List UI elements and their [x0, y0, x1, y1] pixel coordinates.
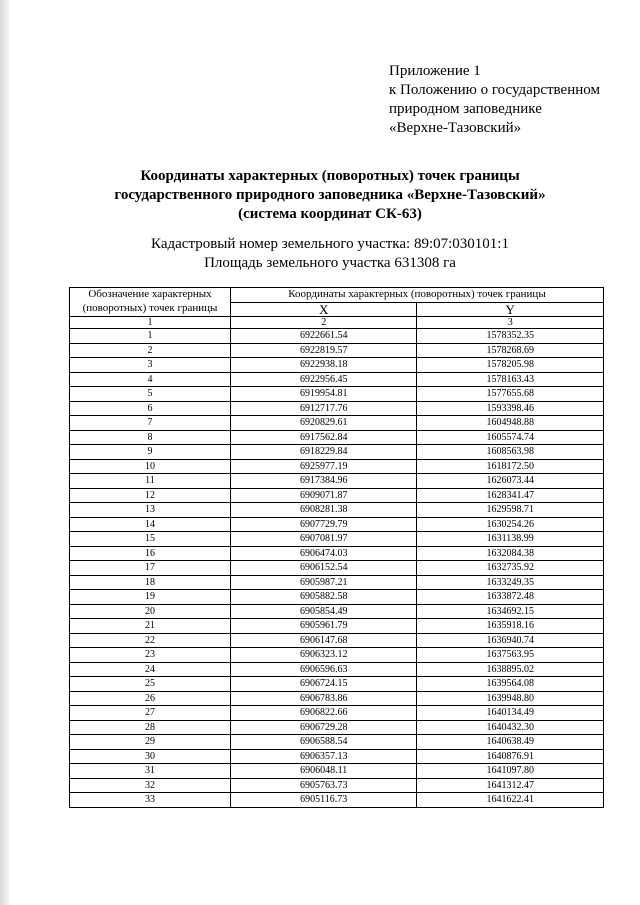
- y-coordinate-cell: 1577655.68: [417, 387, 604, 402]
- table-row: [70, 778, 604, 793]
- table-row: [70, 735, 604, 750]
- x-coordinate-cell: 6906048.11: [231, 764, 417, 779]
- column-number: 2: [231, 317, 417, 329]
- table-row: [70, 358, 604, 373]
- y-coordinate-cell: 1632735.92: [417, 561, 604, 576]
- x-coordinate-cell: 6906147.68: [231, 633, 417, 648]
- y-coordinate-cell: 1578352.35: [417, 329, 604, 344]
- table-row: [70, 546, 604, 561]
- y-coordinate-cell: 1634692.15: [417, 604, 604, 619]
- y-coordinate-cell: 1641097.80: [417, 764, 604, 779]
- table-row: [70, 503, 604, 518]
- table-row: [70, 764, 604, 779]
- x-coordinate-cell: 6919954.81: [231, 387, 417, 402]
- point-number-cell: 22: [70, 633, 231, 648]
- y-coordinate-cell: 1640432.30: [417, 720, 604, 735]
- y-coordinate-cell: 1629598.71: [417, 503, 604, 518]
- cadastral-number: Кадастровый номер земельного участка: 89:07:030101:1: [151, 236, 509, 252]
- point-number-cell: 17: [70, 561, 231, 576]
- header-coordinates: Координаты характерных (поворотных) точек границы: [231, 288, 604, 303]
- column-number: 3: [417, 317, 604, 329]
- y-coordinate-cell: 1640134.49: [417, 706, 604, 721]
- point-number-cell: 12: [70, 488, 231, 503]
- title-line: государственного природного заповедника «Верхне-Тазовский»: [114, 187, 546, 203]
- scan-page-edge: [0, 0, 9, 905]
- x-coordinate-cell: 6907081.97: [231, 532, 417, 547]
- point-number-cell: 11: [70, 474, 231, 489]
- table-row: [70, 329, 604, 344]
- y-coordinate-cell: 1578205.98: [417, 358, 604, 373]
- table-row: [70, 793, 604, 808]
- y-coordinate-cell: 1631138.99: [417, 532, 604, 547]
- table-row: [70, 474, 604, 489]
- x-coordinate-cell: 6905763.73: [231, 778, 417, 793]
- table-row: [70, 401, 604, 416]
- x-coordinate-cell: 6912717.76: [231, 401, 417, 416]
- table-row: [70, 387, 604, 402]
- y-coordinate-cell: 1608563.98: [417, 445, 604, 460]
- table-row: [70, 590, 604, 605]
- x-coordinate-cell: 6906152.54: [231, 561, 417, 576]
- point-number-cell: 5: [70, 387, 231, 402]
- x-coordinate-cell: 6906724.15: [231, 677, 417, 692]
- x-coordinate-cell: 6906474.03: [231, 546, 417, 561]
- x-coordinate-cell: 6917562.84: [231, 430, 417, 445]
- appendix-line: «Верхне-Тазовский»: [389, 120, 522, 136]
- point-number-cell: 18: [70, 575, 231, 590]
- x-coordinate-cell: 6917384.96: [231, 474, 417, 489]
- point-number-cell: 30: [70, 749, 231, 764]
- header-y: Y: [417, 302, 604, 317]
- y-coordinate-cell: 1628341.47: [417, 488, 604, 503]
- appendix-line: Приложение 1: [389, 63, 481, 79]
- y-coordinate-cell: 1578268.69: [417, 343, 604, 358]
- table-row: [70, 677, 604, 692]
- x-coordinate-cell: 6922661.54: [231, 329, 417, 344]
- y-coordinate-cell: 1637563.95: [417, 648, 604, 663]
- table-row: [70, 459, 604, 474]
- parcel-info: [60, 235, 600, 273]
- y-coordinate-cell: 1633249.35: [417, 575, 604, 590]
- title-line: (система координат СК-63): [238, 206, 422, 222]
- y-coordinate-cell: 1593398.46: [417, 401, 604, 416]
- table-row: [70, 343, 604, 358]
- x-coordinate-cell: 6905961.79: [231, 619, 417, 634]
- table-row: [70, 416, 604, 431]
- point-number-cell: 21: [70, 619, 231, 634]
- y-coordinate-cell: 1630254.26: [417, 517, 604, 532]
- point-number-cell: 29: [70, 735, 231, 750]
- coordinates-rows: [70, 329, 604, 808]
- column-number: 1: [70, 317, 231, 329]
- point-number-cell: 10: [70, 459, 231, 474]
- y-coordinate-cell: 1641622.41: [417, 793, 604, 808]
- point-number-cell: 13: [70, 503, 231, 518]
- point-number-cell: 20: [70, 604, 231, 619]
- x-coordinate-cell: 6918229.84: [231, 445, 417, 460]
- table-row: [70, 575, 604, 590]
- header-x: X: [231, 302, 417, 317]
- table-row: [70, 662, 604, 677]
- point-number-cell: 28: [70, 720, 231, 735]
- table-row: [70, 532, 604, 547]
- table-row: [70, 619, 604, 634]
- table-row: [70, 706, 604, 721]
- x-coordinate-cell: 6908281.38: [231, 503, 417, 518]
- x-coordinate-cell: 6922938.18: [231, 358, 417, 373]
- y-coordinate-cell: 1638895.02: [417, 662, 604, 677]
- point-number-cell: 16: [70, 546, 231, 561]
- x-coordinate-cell: 6922956.45: [231, 372, 417, 387]
- x-coordinate-cell: 6906729.28: [231, 720, 417, 735]
- point-number-cell: 7: [70, 416, 231, 431]
- table-row: [70, 633, 604, 648]
- x-coordinate-cell: 6906588.54: [231, 735, 417, 750]
- point-number-cell: 33: [70, 793, 231, 808]
- point-number-cell: 6: [70, 401, 231, 416]
- point-number-cell: 2: [70, 343, 231, 358]
- point-number-cell: 23: [70, 648, 231, 663]
- y-coordinate-cell: 1641312.47: [417, 778, 604, 793]
- y-coordinate-cell: 1640876.91: [417, 749, 604, 764]
- x-coordinate-cell: 6905116.73: [231, 793, 417, 808]
- table-row: [70, 372, 604, 387]
- y-coordinate-cell: 1618172.50: [417, 459, 604, 474]
- point-number-cell: 3: [70, 358, 231, 373]
- x-coordinate-cell: 6907729.79: [231, 517, 417, 532]
- point-number-cell: 24: [70, 662, 231, 677]
- coordinates-table: [69, 287, 604, 808]
- point-number-cell: 8: [70, 430, 231, 445]
- appendix-line: к Положению о государственном: [389, 82, 600, 98]
- table-row: [70, 430, 604, 445]
- title-line: Координаты характерных (поворотных) точек границы: [140, 168, 520, 184]
- y-coordinate-cell: 1605574.74: [417, 430, 604, 445]
- x-coordinate-cell: 6922819.57: [231, 343, 417, 358]
- point-number-cell: 15: [70, 532, 231, 547]
- x-coordinate-cell: 6906323.12: [231, 648, 417, 663]
- point-number-cell: 19: [70, 590, 231, 605]
- table-row: [70, 445, 604, 460]
- x-coordinate-cell: 6905987.21: [231, 575, 417, 590]
- x-coordinate-cell: 6906596.63: [231, 662, 417, 677]
- parcel-area: Площадь земельного участка 631308 га: [204, 255, 456, 271]
- appendix-note: [389, 62, 600, 138]
- x-coordinate-cell: 6905882.58: [231, 590, 417, 605]
- table-row: [70, 648, 604, 663]
- x-coordinate-cell: 6905854.49: [231, 604, 417, 619]
- point-number-cell: 4: [70, 372, 231, 387]
- table-row: [70, 604, 604, 619]
- y-coordinate-cell: 1632084.38: [417, 546, 604, 561]
- table-row: [70, 488, 604, 503]
- y-coordinate-cell: 1604948.88: [417, 416, 604, 431]
- point-number-cell: 26: [70, 691, 231, 706]
- point-number-cell: 1: [70, 329, 231, 344]
- y-coordinate-cell: 1636940.74: [417, 633, 604, 648]
- y-coordinate-cell: 1633872.48: [417, 590, 604, 605]
- x-coordinate-cell: 6906822.66: [231, 706, 417, 721]
- table-row: [70, 561, 604, 576]
- table-row: [70, 720, 604, 735]
- y-coordinate-cell: 1639564.08: [417, 677, 604, 692]
- y-coordinate-cell: 1639948.80: [417, 691, 604, 706]
- x-coordinate-cell: 6906357.13: [231, 749, 417, 764]
- header-point-designation: Обозначение характерных (поворотных) точек границы: [70, 288, 231, 317]
- table-row: [70, 691, 604, 706]
- y-coordinate-cell: 1578163.43: [417, 372, 604, 387]
- column-number-row: [70, 317, 604, 329]
- point-number-cell: 14: [70, 517, 231, 532]
- appendix-line: природном заповеднике: [389, 101, 542, 117]
- point-number-cell: 27: [70, 706, 231, 721]
- y-coordinate-cell: 1626073.44: [417, 474, 604, 489]
- point-number-cell: 9: [70, 445, 231, 460]
- x-coordinate-cell: 6925977.19: [231, 459, 417, 474]
- x-coordinate-cell: 6906783.86: [231, 691, 417, 706]
- document-title: [60, 167, 600, 224]
- table-row: [70, 749, 604, 764]
- point-number-cell: 31: [70, 764, 231, 779]
- point-number-cell: 32: [70, 778, 231, 793]
- x-coordinate-cell: 6920829.61: [231, 416, 417, 431]
- table-row: [70, 517, 604, 532]
- y-coordinate-cell: 1635918.16: [417, 619, 604, 634]
- x-coordinate-cell: 6909071.87: [231, 488, 417, 503]
- point-number-cell: 25: [70, 677, 231, 692]
- y-coordinate-cell: 1640638.49: [417, 735, 604, 750]
